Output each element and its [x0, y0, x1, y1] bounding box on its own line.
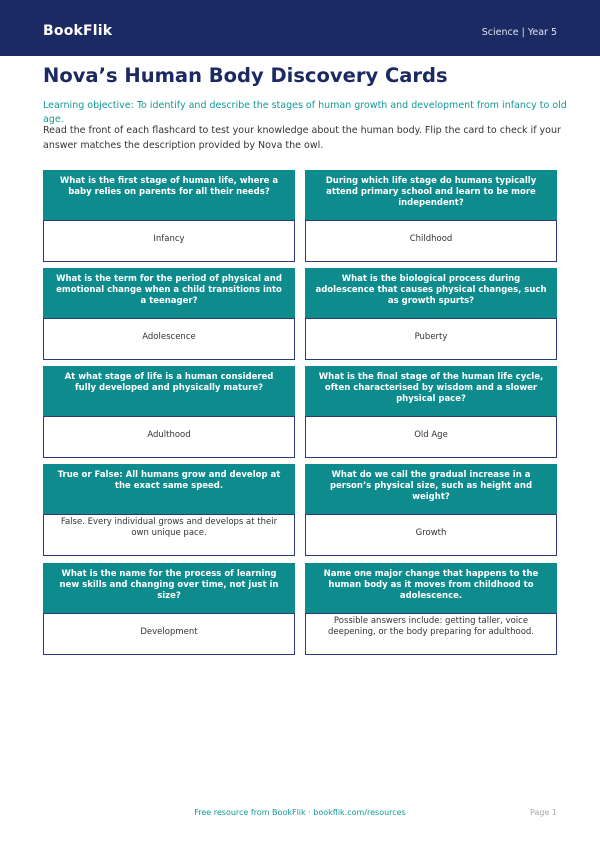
flashcard[interactable] — [305, 563, 557, 655]
instructions-text: Read the front of each flashcard to test your knowledge about the human body. Flip the card to check if your answer matches the description provided by Nova the owl. — [43, 125, 561, 151]
card-answer: Infancy — [43, 220, 295, 262]
flashcard[interactable] — [305, 366, 557, 458]
card-answer: False. Every individual grows and develops at their own unique pace. — [43, 514, 295, 556]
card-question: What is the term for the period of physical and emotional change when a child transitions into a teenager? — [43, 268, 295, 318]
flashcard[interactable] — [43, 464, 295, 556]
flashcard[interactable] — [305, 170, 557, 262]
card-question: What is the final stage of the human life cycle, often characterised by wisdom and a slower physical pace? — [305, 366, 557, 416]
card-question: During which life stage do humans typically attend primary school and learn to be more independent? — [305, 170, 557, 220]
card-question: What do we call the gradual increase in a person’s physical size, such as height and weight? — [305, 464, 557, 514]
subject-year-label: Science | Year 5 — [481, 27, 557, 38]
page-header — [0, 0, 600, 56]
flashcard[interactable] — [305, 268, 557, 360]
card-answer: Development — [43, 613, 295, 655]
card-question: True or False: All humans grow and develop at the exact same speed. — [43, 464, 295, 514]
card-answer: Adolescence — [43, 318, 295, 360]
footer-resource-link[interactable]: Free resource from BookFlik · bookflik.com/resources — [194, 808, 406, 817]
card-question: What is the name for the process of learning new skills and changing over time, not just in size? — [43, 563, 295, 613]
card-answer: Adulthood — [43, 416, 295, 458]
card-answer: Possible answers include: getting taller, voice deepening, or the body preparing for adulthood. — [305, 613, 557, 655]
learning-objective: Learning objective: To identify and describe the stages of human growth and development from infancy to old age. — [43, 100, 567, 125]
brand-logo[interactable]: BookFlik — [43, 23, 113, 39]
flashcard[interactable] — [43, 563, 295, 655]
card-question: Name one major change that happens to the human body as it moves from childhood to adolescence. — [305, 563, 557, 613]
flashcard[interactable] — [305, 464, 557, 556]
flashcard[interactable] — [43, 366, 295, 458]
card-question: What is the first stage of human life, where a baby relies on parents for all their needs? — [43, 170, 295, 220]
card-answer: Childhood — [305, 220, 557, 262]
card-answer: Puberty — [305, 318, 557, 360]
page-title: Nova’s Human Body Discovery Cards — [43, 64, 448, 87]
card-answer: Old Age — [305, 416, 557, 458]
card-question: At what stage of life is a human considered fully developed and physically mature? — [43, 366, 295, 416]
card-question: What is the biological process during adolescence that causes physical changes, such as growth spurts? — [305, 268, 557, 318]
card-answer: Growth — [305, 514, 557, 556]
flashcard[interactable] — [43, 170, 295, 262]
page-number: Page 1 — [530, 808, 557, 817]
flashcard[interactable] — [43, 268, 295, 360]
